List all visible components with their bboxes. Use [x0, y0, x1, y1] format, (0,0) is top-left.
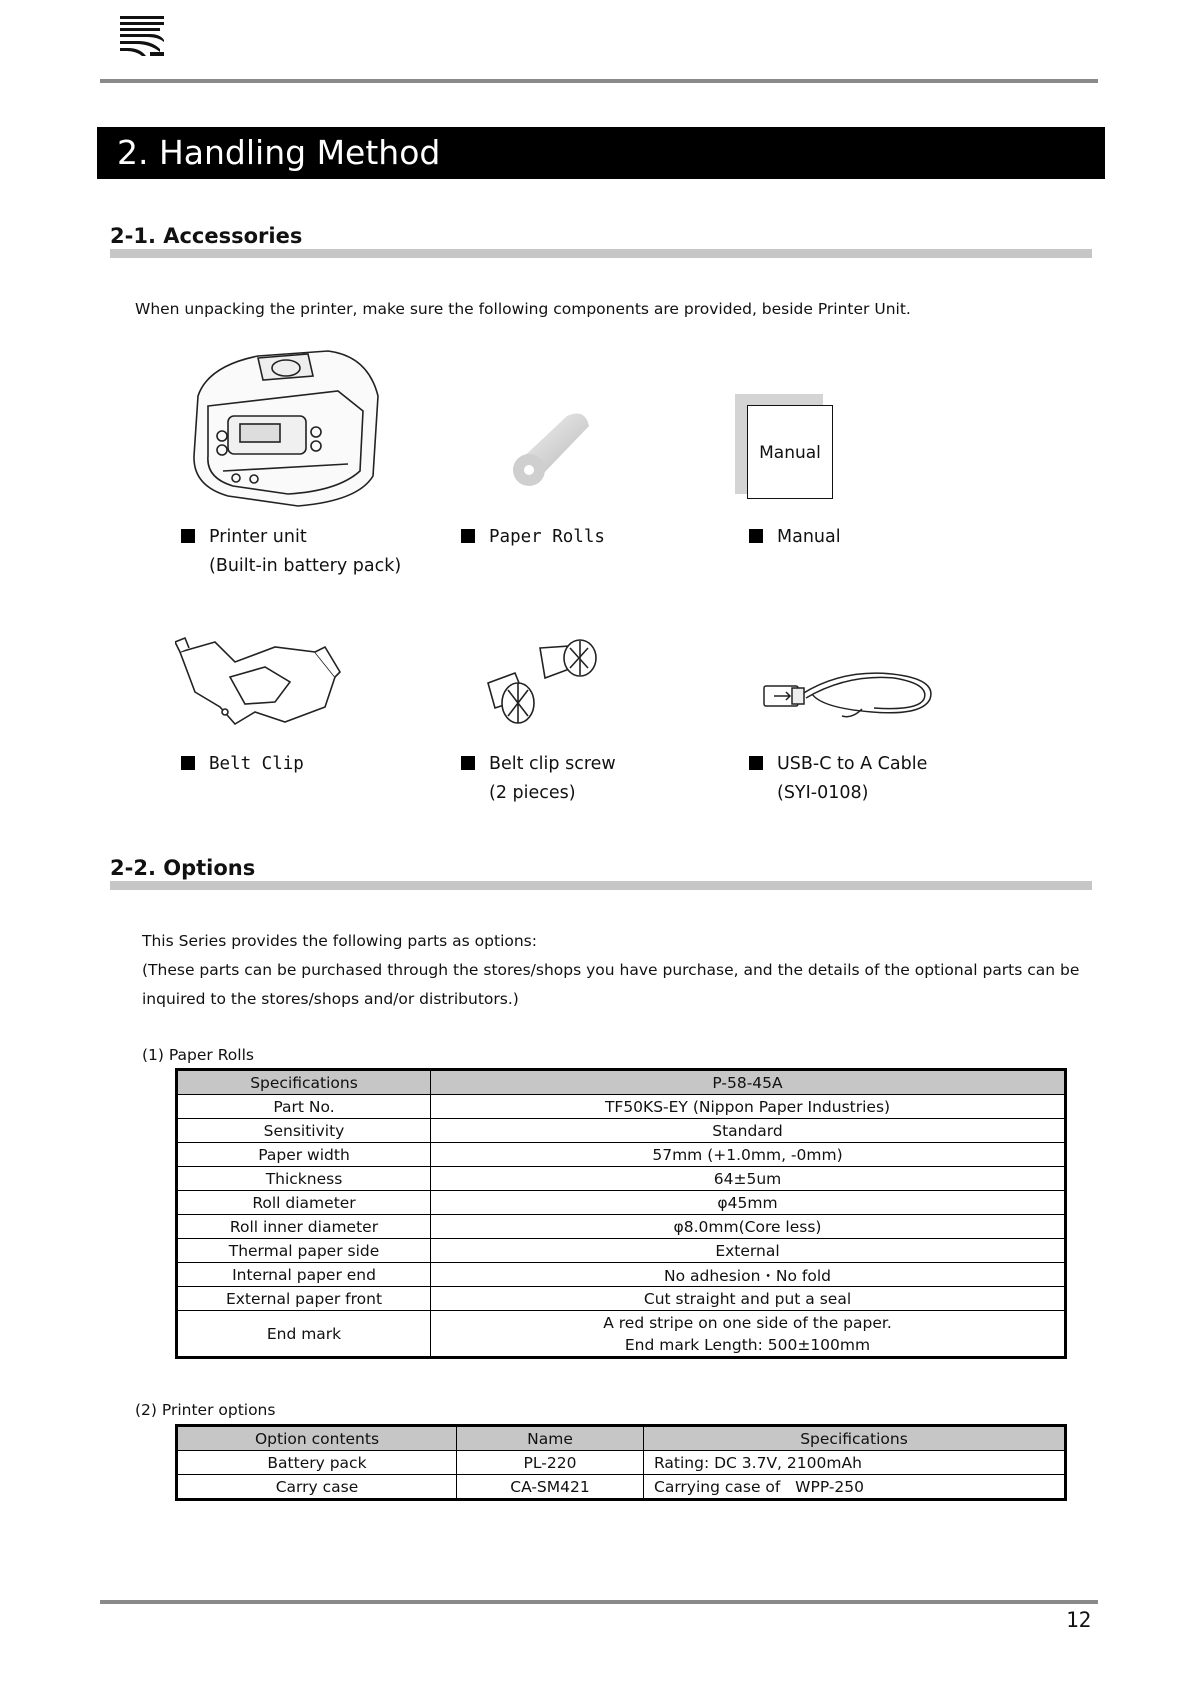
paper-rolls-caption: (1) Paper Rolls	[142, 1046, 254, 1064]
table-cell	[431, 1311, 1066, 1358]
table-cell: PL-220	[457, 1451, 644, 1475]
table-cell: φ8.0mm(Core less)	[431, 1215, 1066, 1239]
accessory-label	[181, 754, 304, 774]
bullet-square-icon	[461, 756, 475, 770]
table-cell: Thickness	[177, 1167, 431, 1191]
options-intro	[142, 927, 1079, 1014]
accessories-intro: When unpacking the printer, make sure the following components are provided, beside Printer Unit.	[135, 300, 911, 318]
accessory-label	[461, 754, 616, 803]
bullet-square-icon	[749, 529, 763, 543]
table-cell: 57mm (+1.0mm, -0mm)	[431, 1143, 1066, 1167]
options-intro-line: inquired to the stores/shops and/or distributors.)	[142, 990, 519, 1008]
accessory-sub: (SYI-0108)	[777, 783, 869, 803]
printer-options-caption: (2) Printer options	[135, 1401, 276, 1419]
section-bar	[110, 249, 1092, 258]
section-heading-accessories: 2-1. Accessories	[110, 224, 303, 248]
table-cell: 64±5um	[431, 1167, 1066, 1191]
manual-box-text: Manual	[759, 443, 821, 463]
table-cell: φ45mm	[431, 1191, 1066, 1215]
table-row	[177, 1287, 1066, 1311]
manual-image	[747, 405, 833, 499]
table-cell: Cut straight and put a seal	[431, 1287, 1066, 1311]
table-cell: Roll inner diameter	[177, 1215, 431, 1239]
belt-clip-image	[175, 632, 345, 737]
table-header-cell: Specifications	[177, 1070, 431, 1095]
table-cell: External	[431, 1239, 1066, 1263]
belt-clip-screw-image	[470, 638, 610, 738]
table-row	[177, 1095, 1066, 1119]
end-mark-line: A red stripe on one side of the paper.	[603, 1313, 892, 1332]
table-header-row	[177, 1070, 1066, 1095]
table-cell: External paper front	[177, 1287, 431, 1311]
accessory-label	[461, 527, 605, 547]
header-rule	[100, 79, 1098, 83]
bullet-square-icon	[181, 756, 195, 770]
accessory-label	[749, 527, 841, 547]
table-header-row	[177, 1426, 1066, 1451]
company-logo-icon	[120, 16, 164, 56]
table-cell: Carry case	[177, 1475, 457, 1500]
table-cell: CA-SM421	[457, 1475, 644, 1500]
table-row	[177, 1191, 1066, 1215]
table-cell: Sensitivity	[177, 1119, 431, 1143]
table-row	[177, 1143, 1066, 1167]
table-row	[177, 1475, 1066, 1500]
table-cell: Roll diameter	[177, 1191, 431, 1215]
table-cell: End mark	[177, 1311, 431, 1358]
table-header-cell: Name	[457, 1426, 644, 1451]
table-row	[177, 1451, 1066, 1475]
section-bar	[110, 881, 1092, 890]
accessory-sub: (2 pieces)	[489, 783, 576, 803]
options-intro-line: (These parts can be purchased through the stores/shops you have purchase, and the details of the optional parts can be	[142, 961, 1080, 979]
bullet-square-icon	[749, 756, 763, 770]
table-cell: Battery pack	[177, 1451, 457, 1475]
end-mark-line: End mark Length: 500±100mm	[624, 1335, 871, 1354]
table-cell: Paper width	[177, 1143, 431, 1167]
table-row	[177, 1239, 1066, 1263]
page-number: 12	[1066, 1608, 1092, 1632]
table-header-cell: Option contents	[177, 1426, 457, 1451]
table-row	[177, 1263, 1066, 1287]
section-heading-options: 2-2. Options	[110, 856, 256, 880]
paper-rolls-table	[175, 1068, 1067, 1359]
table-row	[177, 1167, 1066, 1191]
footer-rule	[100, 1600, 1098, 1604]
accessory-label	[181, 527, 401, 576]
accessory-name: USB-C to A Cable	[777, 754, 928, 774]
table-cell: TF50KS-EY (Nippon Paper Industries)	[431, 1095, 1066, 1119]
chapter-title: 2. Handling Method	[117, 133, 441, 172]
accessory-name: Belt Clip	[209, 754, 304, 774]
bullet-square-icon	[461, 529, 475, 543]
table-row	[177, 1215, 1066, 1239]
options-intro-line: This Series provides the following parts as options:	[142, 932, 537, 950]
table-cell: Carrying case of WPP-250	[644, 1475, 1066, 1500]
accessory-sub: (Built-in battery pack)	[209, 556, 402, 576]
table-row	[177, 1119, 1066, 1143]
accessory-name: Printer unit	[209, 527, 307, 547]
printer-options-table	[175, 1424, 1067, 1501]
chapter-banner	[97, 127, 1105, 179]
table-cell: No adhesion・No fold	[431, 1263, 1066, 1287]
table-header-cell: Specifications	[644, 1426, 1066, 1451]
table-row	[177, 1311, 1066, 1358]
bullet-square-icon	[181, 529, 195, 543]
printer-unit-image	[188, 346, 388, 516]
table-cell: Rating: DC 3.7V, 2100mAh	[644, 1451, 1066, 1475]
accessory-name: Manual	[777, 527, 841, 547]
table-cell: Internal paper end	[177, 1263, 431, 1287]
usb-cable-image	[762, 664, 937, 724]
table-cell: Part No.	[177, 1095, 431, 1119]
table-header-cell: P-58-45A	[431, 1070, 1066, 1095]
table-cell: Thermal paper side	[177, 1239, 431, 1263]
paper-roll-image	[505, 408, 595, 488]
accessory-label	[749, 754, 927, 803]
accessory-name: Paper Rolls	[489, 527, 605, 547]
table-cell: Standard	[431, 1119, 1066, 1143]
accessory-name: Belt clip screw	[489, 754, 616, 774]
